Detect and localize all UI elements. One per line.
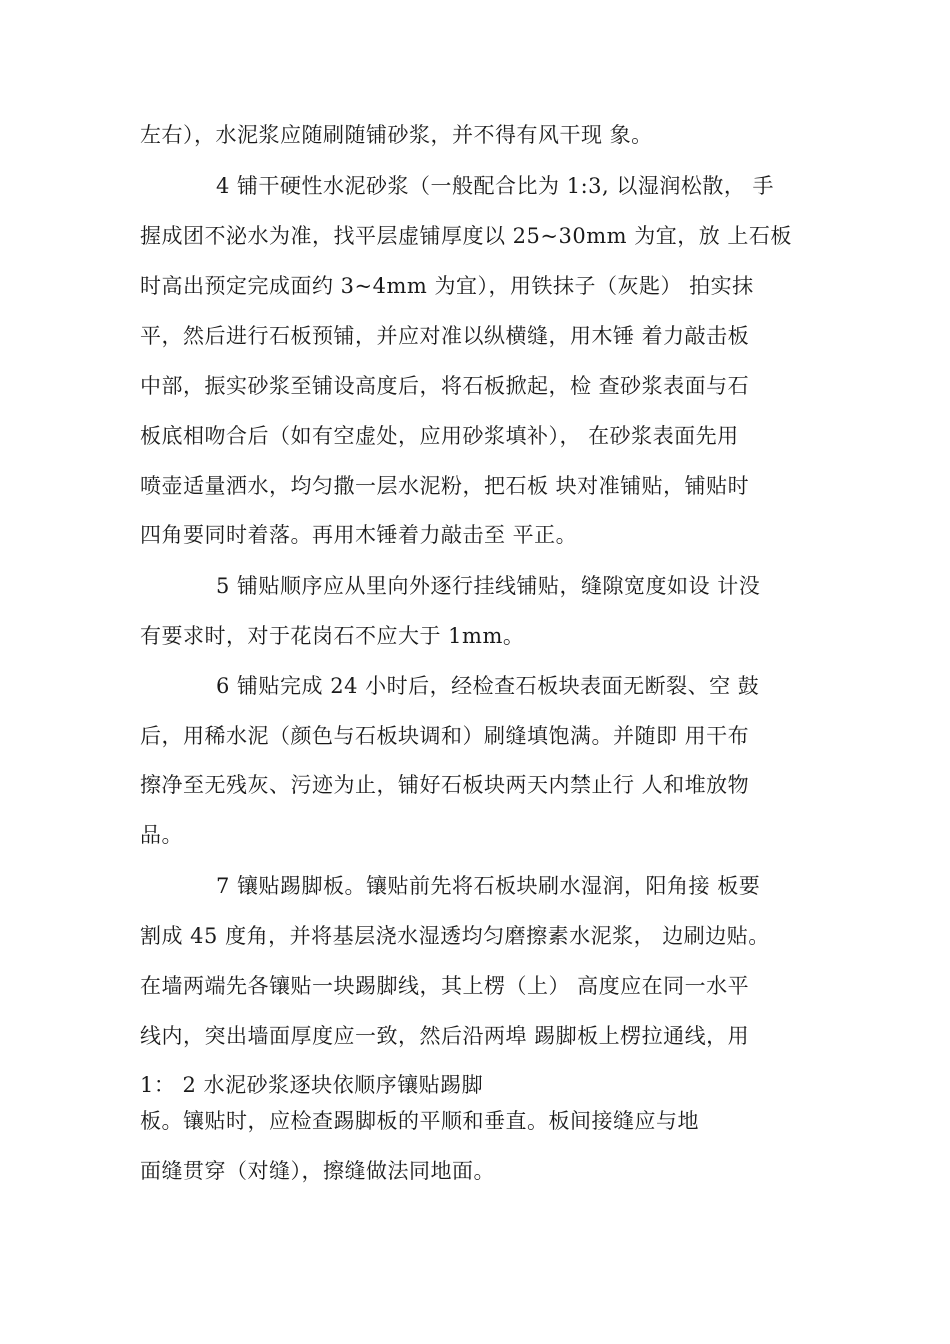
paragraph-5-line: 5 铺贴顺序应从里向外逐行挂线铺贴，缝隙宽度如设 计没 <box>216 574 761 598</box>
text-line: 1： 2 水泥砂浆逐块依顺序镶贴踢脚 <box>140 1073 484 1097</box>
text-line: 面缝贯穿（对缝），擦缝做法同地面。 <box>140 1159 495 1183</box>
paragraph-4-line: 4 铺干硬性水泥砂浆（一般配合比为 1:3, 以湿润松散， 手 <box>216 174 775 198</box>
text-line: 平，然后进行石板预铺，并应对准以纵横缝，用木锤 着力敲击板 <box>140 324 750 348</box>
paragraph-7-line: 7 镶贴踢脚板。镶贴前先将石板块刷水湿润，阳角接 板要 <box>216 874 761 898</box>
text-line: 中部，振实砂浆至铺设高度后，将石板掀起，检 查砂浆表面与石 <box>140 374 750 398</box>
text-line: 四角要同时着落。再用木锤着力敲击至 平正。 <box>140 523 578 547</box>
text-line: 在墙两端先各镶贴一块踢脚线，其上楞（上） 高度应在同一水平 <box>140 974 750 998</box>
text-line: 板底相吻合后（如有空虚处，应用砂浆填补）， 在砂浆表面先用 <box>140 424 739 448</box>
text-line: 后，用稀水泥（颜色与石板块调和）刷缝填饱满。并随即 用干布 <box>140 724 750 748</box>
text-line: 时高出预定完成面约 3~4mm 为宜），用铁抹子（灰匙） 拍实抹 <box>140 274 754 298</box>
text-line: 擦净至无残灰、污迹为止，铺好石板块两天内禁止行 人和堆放物 <box>140 773 750 797</box>
text-line: 握成团不泌水为准，找平层虚铺厚度以 25~30mm 为宜，放 上石板 <box>140 224 792 248</box>
text-line: 品。 <box>140 823 183 847</box>
paragraph-6-line: 6 铺贴完成 24 小时后，经检查石板块表面无断裂、空 鼓 <box>216 674 760 698</box>
text-line: 线内，突出墙面厚度应一致，然后沿两埠 踢脚板上楞拉通线，用 <box>140 1024 750 1048</box>
text-line: 有要求时，对于花岗石不应大于 1mm。 <box>140 624 525 648</box>
text-line: 喷壶适量洒水，均匀撒一层水泥粉，把石板 块对准铺贴，铺贴时 <box>140 474 750 498</box>
text-line: 左右），水泥浆应随刷随铺砂浆，并不得有风干现 象。 <box>140 123 653 147</box>
text-line: 板。镶贴时，应检查踢脚板的平顺和垂直。板间接缝应与地 <box>140 1109 699 1133</box>
text-line: 割成 45 度角，并将基层浇水湿透均匀磨擦素水泥浆， 边刷边贴。 <box>140 924 770 948</box>
